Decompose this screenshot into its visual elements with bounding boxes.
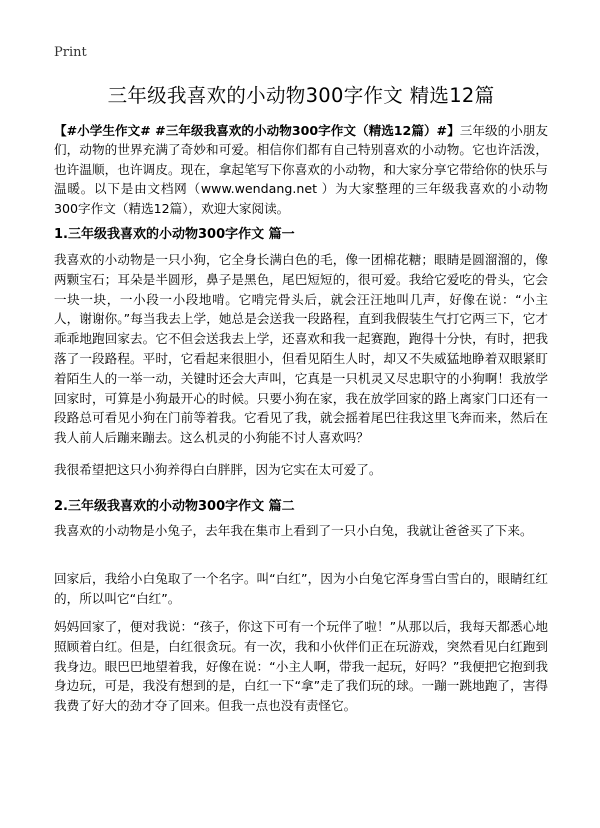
page-title: 三年级我喜欢的小动物300字作文 精选12篇 bbox=[107, 84, 495, 107]
section-1-paragraph-2: 我很希望把这只小狗养得白白胖胖，因为它实在太可爱了。 bbox=[54, 462, 382, 477]
intro-text: 三年级的小朋友们，动物的世界充满了奇妙和可爱。相信你们都有自己特别喜欢的小动物。它也许活泼，也许温顺，也许调皮。现在，拿起笔写下你喜欢的小动物，和大家分享它带给你的快乐与温暖。以下是由文档网（www.wendang.net ）为大家整理的三年级我喜欢的小动物300字作文（精选12篇），欢迎大家阅读。 bbox=[54, 123, 548, 216]
section-heading-1: 1.三年级我喜欢的小动物300字作文 篇一 bbox=[54, 227, 295, 242]
section-1-paragraph-1: 我喜欢的小动物是一只小狗，它全身长满白色的毛，像一团棉花糖；眼睛是圆溜溜的，像两颗宝石；耳朵是半圆形，鼻子是黑色，尾巴短短的，很可爱。我给它爱吃的骨头，它会一块一块，一小段一小段地啃。它啃完骨头后，就会汪汪地叫几声，好像在说：“小主人，谢谢你。”每当我去上学，她总是会送我一段路程，直到我假装生气打它两三下，它才乖乖地跑回家去。它不但会送我去上学，还喜欢和我一起赛跑，跑得十分快，有时，把我落了一段路程。平时，它看起来很胆小，但看见陌生人时，却又不失威猛地睁着双眼紧盯着陌生人的一举一动，关键时还会大声叫，它真是一只机灵又尽忠职守的小狗啊！我放学回家时，可算是小狗最开心的时候。只要小狗在家，我在放学回家的路上离家门口还有一段路总可看见小狗在门前等着我。它看见了我，就会摇着尾巴往我这里飞奔而来，然后在我人前人后蹦来蹦去。这么机灵的小狗能不讨人喜欢吗？ bbox=[54, 252, 548, 446]
print-label[interactable]: Print bbox=[54, 45, 87, 60]
section-2-paragraph-1: 我喜欢的小动物是小兔子，去年我在集市上看到了一只小白兔，我就让爸爸买了下来。 bbox=[54, 523, 533, 538]
section-2-paragraph-3: 妈妈回家了，便对我说：“孩子，你这下可有一个玩伴了啦！”从那以后，我每天都悉心地照顾着白红。但是，白红很贪玩。有一次，我和小伙伴们正在玩游戏，突然看见白红跑到我身边。眼巴巴地望着我，好像在说：“小主人啊，带我一起玩，好吗？”我便把它抱到我身边玩，可是，我没有想到的是，白红一下“拿”走了我们玩的球。一蹦一跳地跑了，害得我费了好大的劲才夺了回来。但我一点也没有责怪它。 bbox=[54, 619, 548, 714]
section-heading-2: 2.三年级我喜欢的小动物300字作文 篇二 bbox=[54, 499, 295, 514]
intro-paragraph bbox=[54, 121, 548, 218]
section-2-paragraph-2: 回家后，我给小白兔取了一个名字。叫“白红”，因为小白兔它浑身雪白雪白的，眼睛红红的，所以叫它“白红”。 bbox=[54, 571, 548, 606]
intro-tag-line: 【#小学生作文# #三年级我喜欢的小动物300字作文（精选12篇）#】 bbox=[54, 123, 460, 138]
